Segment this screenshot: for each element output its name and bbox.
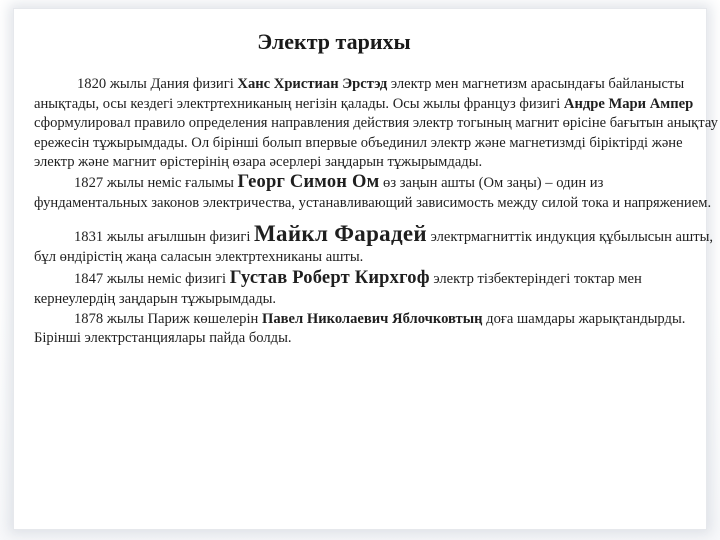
paragraph-1831	[34, 221, 718, 267]
paragraph-text: 1827 жылы неміс ғалымы	[74, 174, 238, 191]
paragraph-1827	[34, 173, 718, 213]
slide-body	[34, 75, 718, 349]
scientist-name-ampere: Андре Мари Ампер	[563, 95, 694, 112]
paragraph-text: электрмагниттік индукция құбылысын ашты, бұл өндірістің жаңа саласын электртехниканы ашты.	[34, 229, 714, 265]
scientist-name-faraday: Майкл Фарадей	[254, 221, 427, 247]
content-panel	[13, 8, 718, 530]
paragraph-1847	[34, 269, 718, 309]
paragraph-text: 1831 жылы ағылшын физигі	[74, 229, 255, 246]
paragraph-text: электр тізбектеріндегі токтар мен кернеулердің заңдарын тұжырымдады.	[34, 271, 642, 307]
paragraph-text: электр мен магнетизм арасындағы байланысты анықтады, осы кездегі электртехниканың негізін қалады. Осы жылы француз физигі	[34, 76, 685, 112]
paragraph-text: сформулировал правило определения направления действия электр тогының магнит өрісіне бағытын анықтау ережесін тұжырымдады. Ол бірінші болып впервые объединил электр және магнетизмді біріктірді және электр және магнит өрістерінің өзара әсерлері заңдарын тұжырымдады.	[34, 115, 718, 171]
paragraph-text: доға шамдары жарықтандырды. Бірінші электрстанциялары пайда болды.	[34, 310, 686, 347]
paragraph-1878	[34, 310, 718, 349]
slide-title: Электр тарихы	[257, 29, 411, 54]
scientist-name-kirchhoff: Густав Роберт Кирхгоф	[229, 268, 430, 289]
paragraph-text: 1820 жылы Дания физигі	[77, 76, 238, 92]
scientist-name-yablochkov: Павел Николаевич Яблочковтың	[262, 310, 483, 327]
scientist-name-ohm: Георг Симон Ом	[237, 171, 380, 192]
scientist-name-oersted: Ханс Христиан Эрстэд	[237, 76, 388, 92]
paragraph-text: 1847 жылы неміс физигі	[74, 271, 230, 288]
paragraph-text: өз заңын ашты (Ом заңы) – один из фундаментальных законов электричества, устанавливающий зависимость между силой тока и напряжением.	[34, 174, 712, 211]
paragraph-1820	[34, 75, 718, 173]
paragraph-text: 1878 жылы Париж көшелерін	[74, 310, 262, 327]
